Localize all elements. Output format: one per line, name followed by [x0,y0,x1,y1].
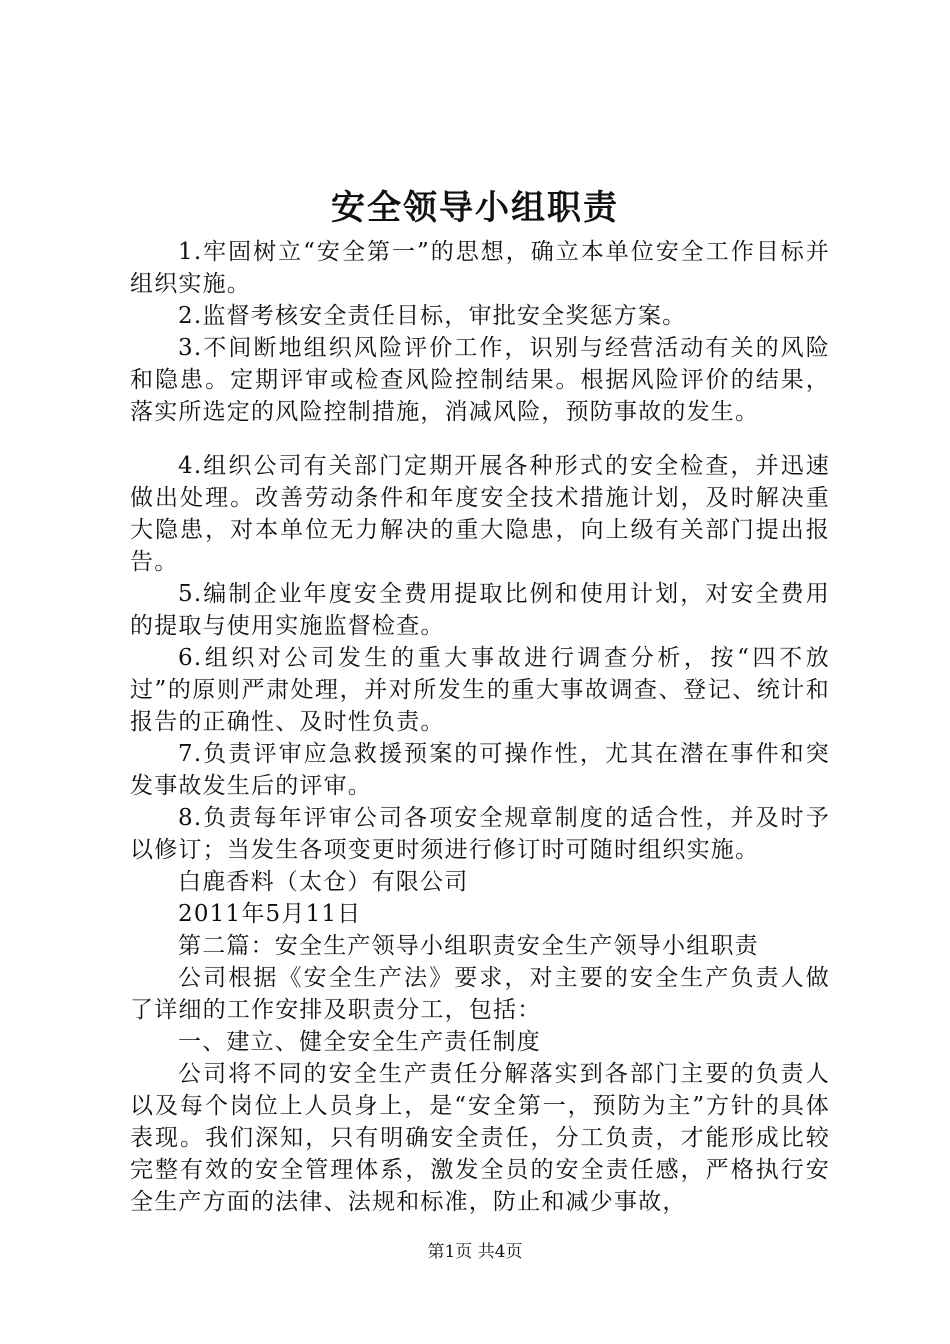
paragraph-6: 6.组织对公司发生的重大事故进行调查分析，按“四不放过”的原则严肃处理，并对所发生的重大事故调查、登记、统计和报告的正确性、及时性负责。 [130,645,830,735]
paragraph-responsibility: 公司将不同的安全生产责任分解落实到各部门主要的负责人以及每个岗位上人员身上，是“安全第一，预防为主”方针的具体表现。我们深知，只有明确安全责任，分工负责，才能形成比较完整有效的安全管理体系，激发全员的安全责任感，严格执行安全生产方面的法律、法规和标准，防止和减少事故， [130,1061,830,1215]
paragraph-1: 1.牢固树立“安全第一”的思想，确立本单位安全工作目标并组织实施。 [130,239,830,297]
paragraph-intro: 公司根据《安全生产法》要求，对主要的安全生产负责人做了详细的工作安排及职责分工，包括： [130,965,830,1023]
section-heading-1: 一、建立、健全安全生产责任制度 [178,1029,541,1055]
company-name: 白鹿香料（太仓）有限公司 [178,869,469,895]
paragraph-4: 4.组织公司有关部门定期开展各种形式的安全检查，并迅速做出处理。改善劳动条件和年度安全技术措施计划，及时解决重大隐患，对本单位无力解决的重大隐患，向上级有关部门提出报告。 [130,453,830,575]
second-article-heading: 第二篇：安全生产领导小组职责安全生产领导小组职责 [178,933,759,959]
document-date: 2011年5月11日 [178,901,362,927]
paragraph-gap [130,428,830,450]
paragraph-3: 3.不间断地组织风险评价工作，识别与经营活动有关的风险和隐患。定期评审或检查风险控制结果。根据风险评价的结果，落实所选定的风险控制措施，消减风险，预防事故的发生。 [130,335,830,425]
document-title: 安全领导小组职责 [331,188,619,228]
document-body [130,236,830,1218]
paragraph-8: 8.负责每年评审公司各项安全规章制度的适合性，并及时予以修订；当发生各项变更时须进行修订时可随时组织实施。 [130,805,830,863]
page-footer: 第1页 共4页 [427,1242,523,1262]
paragraph-2: 2.监督考核安全责任目标，审批安全奖惩方案。 [178,303,687,329]
paragraph-7: 7.负责评审应急救援预案的可操作性，尤其在潜在事件和突发事故发生后的评审。 [130,741,830,799]
paragraph-5: 5.编制企业年度安全费用提取比例和使用计划，对安全费用的提取与使用实施监督检查。 [130,581,830,639]
